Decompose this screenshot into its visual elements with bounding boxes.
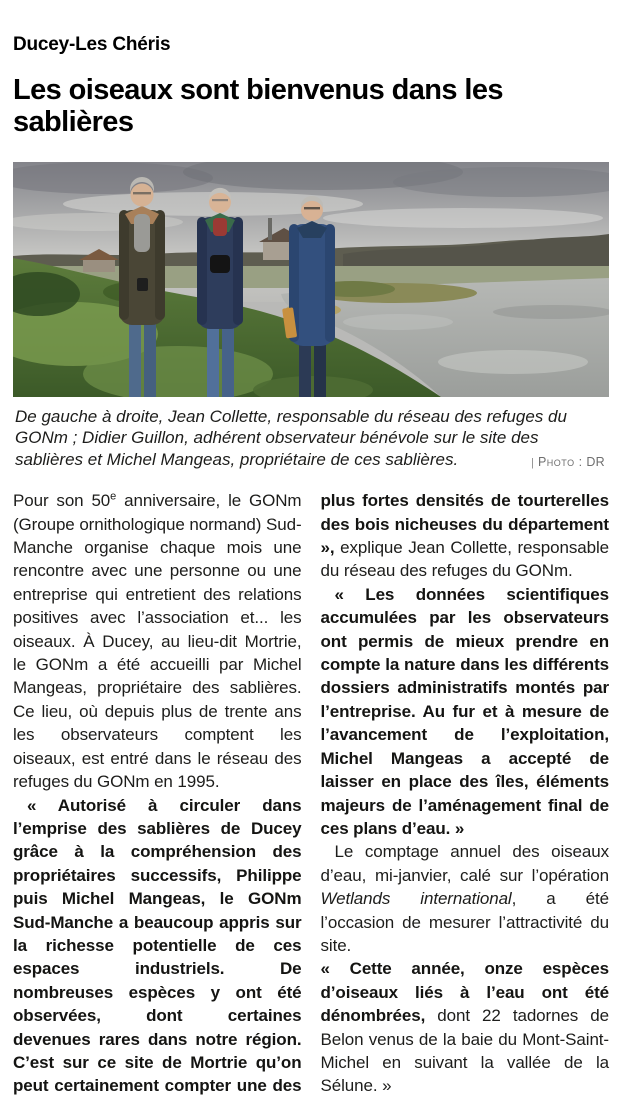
article-body: [13, 489, 609, 1098]
photo-credit-value: DR: [586, 455, 605, 470]
text-segment-regular: Pour son 50: [13, 491, 111, 511]
text-segment-regular: Le comptage annuel des oiseaux d’eau, mi-janvier, calé sur l’opération: [320, 842, 609, 885]
text-segment-bold: « Autorisé à circuler dans l’emprise des sablières de Ducey grâce à la compréhension des propriétaires successifs, Philippe puis Michel Mangeas, le GONm Sud-Manche a beaucoup appris sur la richesse potentielle de ces espaces industriels. De nombreuses espèces y ont été observées, dont certaines devenues rares dans notre région. C’est sur ce site de Mortrie qu’on peut certainement compter une des plus fortes densités de tourterelles des bois nicheuses du département »,: [13, 491, 609, 1096]
text-segment-bold: « Cette année, onze espèces d’oiseaux liés à l’eau ont été dénombrées,: [320, 959, 609, 1026]
article-figure: [13, 162, 609, 471]
text-segment-sup: e: [110, 490, 117, 503]
text-segment-regular: explique Jean Collette, responsable du réseau des refuges du GONm.: [320, 538, 609, 581]
photo-credit-bar: |: [530, 457, 535, 470]
text-segment-regular: , a été l’occasion de mesurer l’attractivité du site.: [320, 889, 610, 955]
photo-credit-label: Photo :: [537, 455, 583, 470]
article-headline: Les oiseaux sont bienvenus dans les sablières: [13, 73, 503, 139]
photo-illustration: [13, 162, 609, 397]
article-paragraph: [13, 489, 302, 793]
section-kicker: Ducey-Les Chéris: [13, 34, 171, 55]
text-segment-regular: anniversaire, le GONm (Groupe ornithologique normand) Sud-Manche organise chaque mois une rencontre avec une personne ou une entreprise qui entretient des relations positives avec l’association et... les oiseaux. À Ducey, au lieu-dit Mortrie, le GONm a été accueilli par Michel Mangeas, propriétaire des sablières. Ce lieu, où depuis plus de trente ans les observateurs comptent les oiseaux, est entré dans le réseau des refuges du GONm en 1995.: [13, 491, 302, 792]
text-segment-italic: Wetlands international: [320, 889, 512, 909]
article-paragraph: [321, 583, 610, 840]
article-paragraph: [321, 840, 610, 957]
photo-caption-block: [15, 406, 607, 471]
article-paragraph: [321, 957, 610, 1097]
text-segment-bold: « Les données scientifiques accumulées par les observateurs ont permis de mieux prendre en compte la nature dans les différents dossiers administratifs montés par l’entreprise. Au fur et à mesure de l’avancement de l’exploitation, Michel Mangeas a accepté de laisser en place des îles, éléments majeurs de l’aménagement final de ces plans d’eau. »: [320, 584, 609, 838]
photo-credit: [525, 455, 605, 469]
article-photo: [13, 162, 609, 397]
photo-caption: De gauche à droite, Jean Collette, responsable du réseau des refuges du GONm ; Didier Guillon, adhérent observateur bénévole sur le site des sablières et Michel Mangeas, propriétaire de ces sablières.: [15, 406, 567, 469]
text-segment-regular: dont 22 tadornes de Belon venus de la baie du Mont-Saint-Michel en suivant la vallée de la Sélune. »: [320, 1006, 609, 1096]
